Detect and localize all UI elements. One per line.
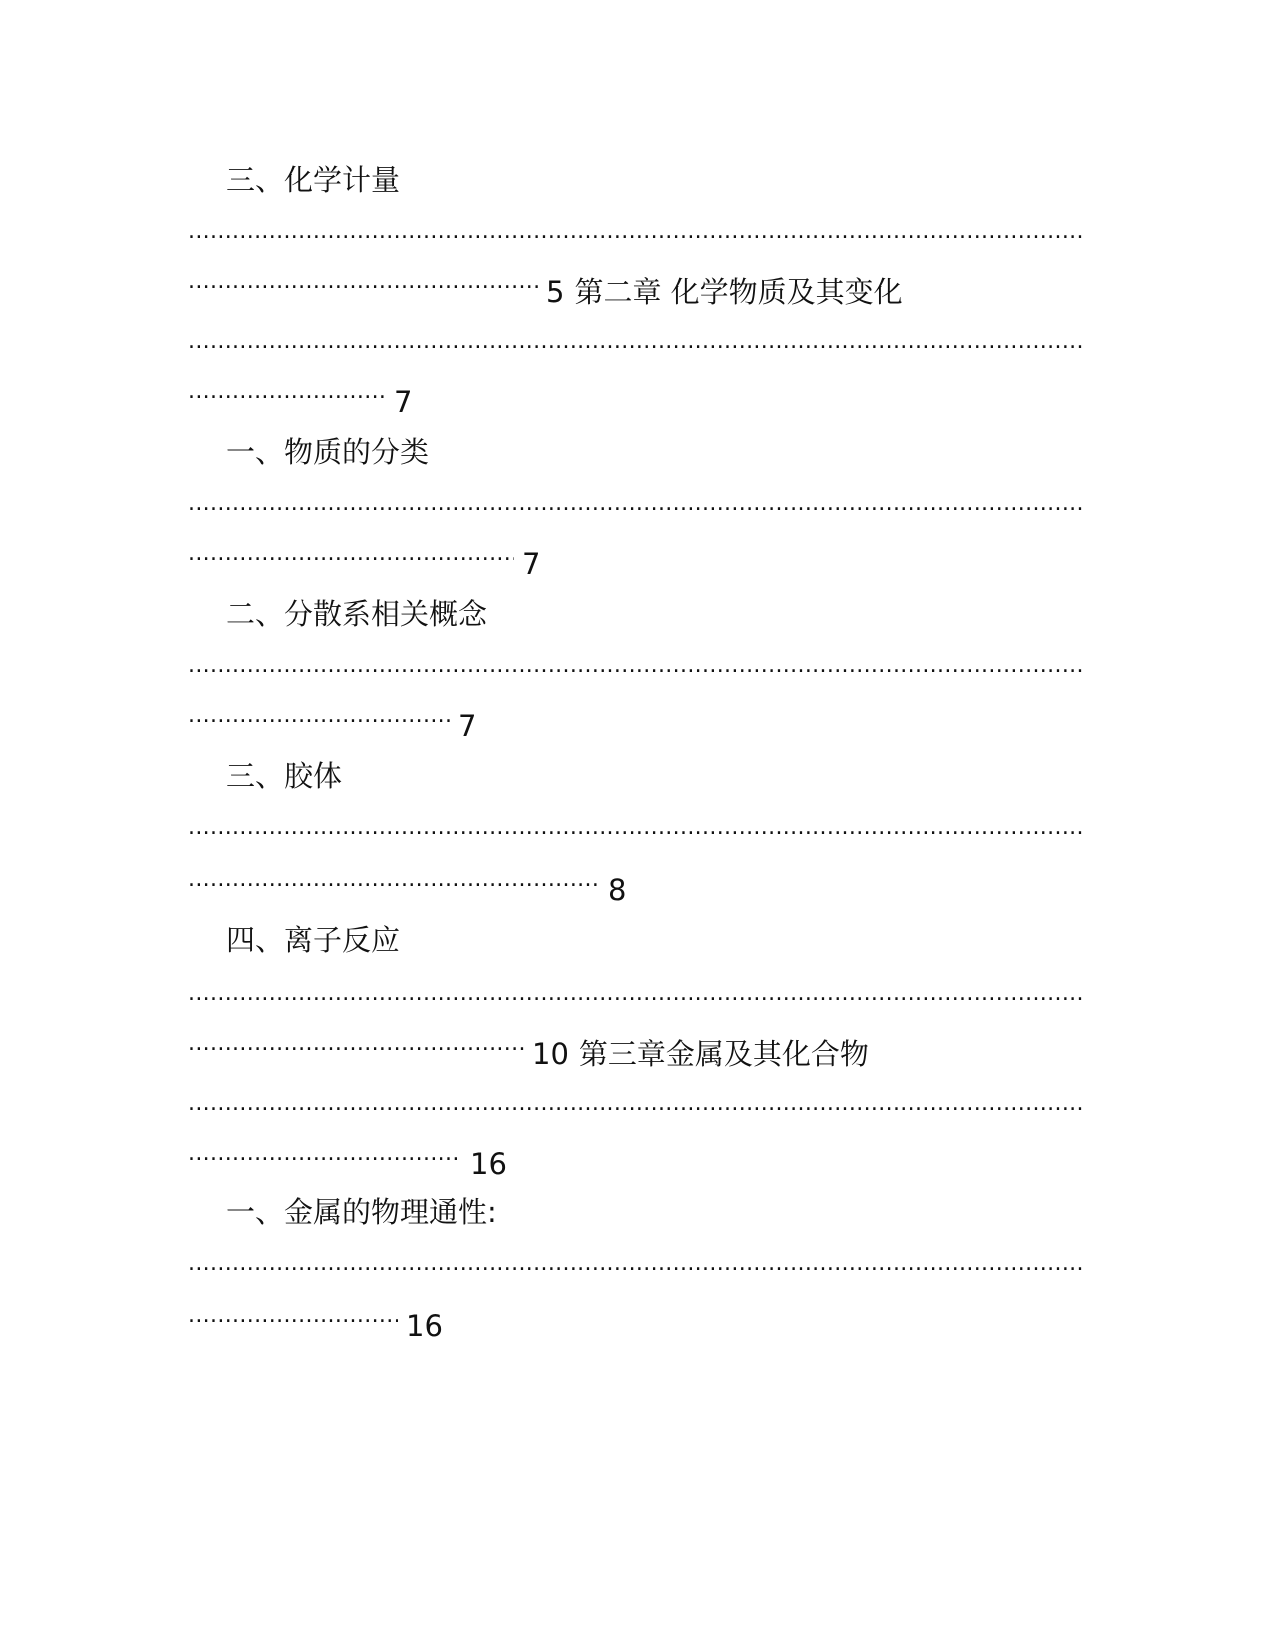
toc-leader (188, 212, 1084, 252)
toc-leader-end (188, 1024, 869, 1071)
toc-leader-end (188, 696, 477, 743)
toc-entry-title[interactable]: 二、分散系相关概念 (226, 597, 488, 631)
toc-entry-title[interactable]: 一、物质的分类 (226, 435, 430, 469)
toc-leader (188, 808, 1084, 848)
toc-leader (188, 1084, 1084, 1124)
toc-chapter-title[interactable]: 第三章金属及其化合物 (578, 1037, 869, 1071)
toc-page-number: 5 (546, 275, 565, 309)
toc-page-number: 16 (470, 1147, 507, 1181)
toc-leader (188, 322, 1084, 362)
toc-entry-title[interactable]: 一、金属的物理通性: (226, 1195, 497, 1229)
toc-leader (188, 646, 1084, 686)
toc-page-number: 7 (394, 385, 413, 419)
toc-leader-end (188, 1296, 443, 1343)
toc-leader (188, 1244, 1084, 1284)
toc-leader-end (188, 262, 903, 309)
toc-page-number: 8 (608, 873, 627, 907)
toc-leader-end (188, 372, 413, 419)
toc-entry-title[interactable]: 三、化学计量 (226, 163, 401, 197)
toc-chapter-title[interactable]: 第二章 化学物质及其变化 (574, 275, 903, 309)
toc-leader (188, 484, 1084, 524)
toc-page-number: 7 (458, 709, 477, 743)
toc-leader (188, 974, 1084, 1014)
toc-page-number: 10 (532, 1037, 569, 1071)
toc-entry-title[interactable]: 四、离子反应 (226, 923, 401, 957)
toc-leader-end (188, 534, 541, 581)
toc-leader-end (188, 860, 627, 907)
toc-leader-end (188, 1134, 507, 1181)
toc-page-number: 7 (522, 547, 541, 581)
toc-entry-title[interactable]: 三、胶体 (226, 759, 343, 793)
toc-page-number: 16 (406, 1309, 443, 1343)
